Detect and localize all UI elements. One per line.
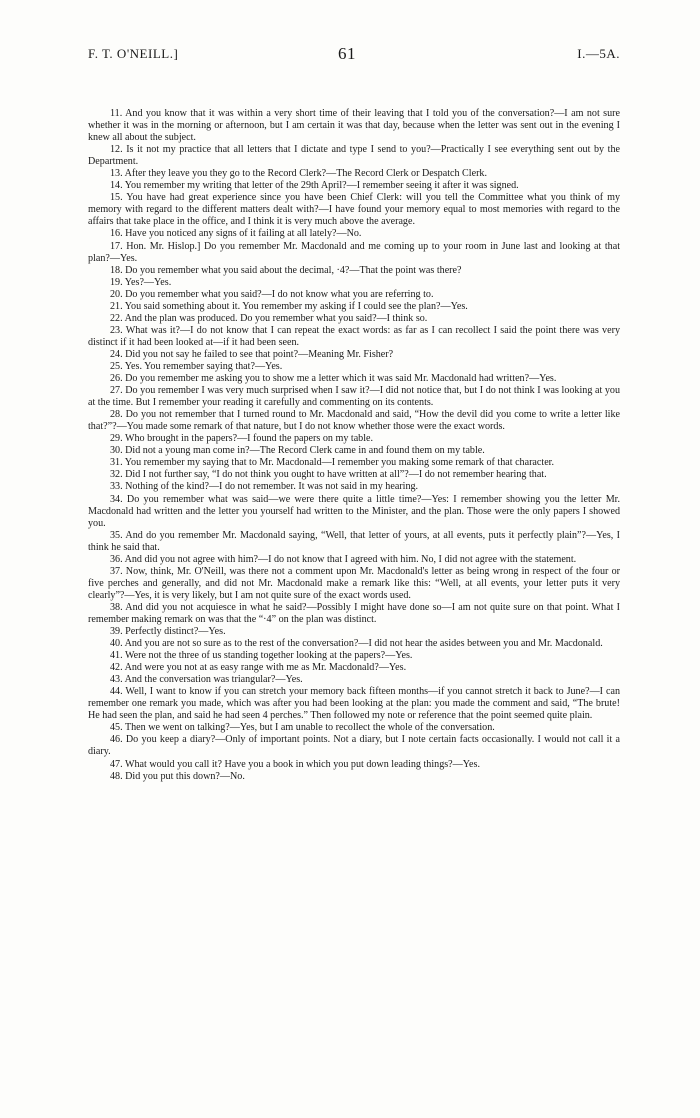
paragraph: 17. Hon. Mr. Hislop.] Do you remember Mr. Macdonald and me coming up to your room in June last and looking at that plan?—Yes. [88,240,620,264]
paragraph: 47. What would you call it? Have you a book in which you put down leading things?—Yes. [110,758,480,770]
paragraph: 35. And do you remember Mr. Macdonald saying, “Well, that letter of yours, at all events, puts it perfectly plain”?—Yes, I think he said that. [88,529,620,553]
page-header [88,44,620,68]
paragraph: 11. And you know that it was within a very short time of their leaving that I told you of the conversation?—I am not sure whether it was in the morning or afternoon, but I am certain it was that day, because when the letter was sent out in the evening I knew all about the subject. [88,108,620,144]
paragraph: 32. Did I not further say, “I do not think you ought to have written at all”?—I do not remember hearing that. [110,469,547,481]
paragraph: 15. You have had great experience since you have been Chief Clerk: will you tell the Committee what you think of my memory with regard to the different matters dealt with?—I have found your memory equal to most memories with regard to the affairs that take place in the office, and I think it is very much above the average. [88,192,620,228]
paragraph: 13. After they leave you they go to the Record Clerk?—The Record Clerk or Despatch Clerk. [110,168,487,180]
paragraph: 31. You remember my saying that to Mr. Macdonald—I remember you making some remark of that character. [110,457,555,469]
paragraph: 22. And the plan was produced. Do you remember what you said?—I think so. [110,312,428,324]
paragraph: 12. Is it not my practice that all letters that I dictate and type I send to you?—Practically I see everything sent out by the Department. [88,144,620,168]
paragraph: 40. And you are not so sure as to the rest of the conversation?—I did not hear the asides between you and Mr. Macdonald. [110,638,603,650]
paragraph: 25. Yes. You remember saying that?—Yes. [110,360,283,372]
paper-reference: I.—5A. [577,46,620,61]
paragraph: 29. Who brought in the papers?—I found the papers on my table. [110,433,374,445]
paragraph: 37. Now, think, Mr. O'Neill, was there not a comment upon Mr. Macdonald's letter as being wrong in respect of the four or five perches and generally, and did not Mr. Macdonald make a remark like this: “Well, at all events, your letter puts it very clearly”?—Yes, it is very likely, but I am not quite sure of the exact words used. [88,565,620,601]
paragraph: 14. You remember my writing that letter of the 29th April?—I remember seeing it after it was signed. [110,180,519,192]
paragraph: 43. And the conversation was triangular?—Yes. [110,674,303,686]
paragraph: 38. And did you not acquiesce in what he said?—Possibly I might have done so—I am not quite sure on that point. What I remember making remark on was that the “·4” on the plan was distinct. [88,601,620,625]
paragraph: 30. Did not a young man come in?—The Record Clerk came in and found them on my table. [110,445,485,457]
paragraph: 21. You said something about it. You remember my asking if I could see the plan?—Yes. [110,300,468,312]
paragraph: 18. Do you remember what you said about the decimal, ·4?—That the point was there? [110,264,462,276]
paragraph: 42. And were you not at as easy range with me as Mr. Macdonald?—Yes. [110,662,407,674]
testimony-body [88,108,620,783]
paragraph: 48. Did you put this down?—No. [110,770,245,782]
paragraph: 41. Were not the three of us standing together looking at the papers?—Yes. [110,650,413,662]
paragraph: 46. Do you keep a diary?—Only of important points. Not a diary, but I note certain facts occasionally. I would not call it a diary. [88,734,620,758]
paragraph: 19. Yes?—Yes. [110,276,172,288]
paragraph: 33. Nothing of the kind?—I do not remember. It was not said in my hearing. [110,481,419,493]
page-number: 61 [338,44,356,63]
paragraph: 27. Do you remember I was very much surprised when I saw it?—I did not notice that, but I do not think I was looking at you at the time. But I remember your reading it carefully and commenting on its contents. [88,385,620,409]
paragraph: 23. What was it?—I do not know that I can repeat the exact words: as far as I can recollect I said the point there was very distinct if it had been looked at—if it had been seen. [88,324,620,348]
paragraph: 24. Did you not say he failed to see that point?—Meaning Mr. Fisher? [110,348,394,360]
paragraph: 36. And did you not agree with him?—I do not know that I agreed with him. No, I did not agree with the statement. [110,553,577,565]
paragraph: 26. Do you remember me asking you to show me a letter which it was said Mr. Macdonald had written?—Yes. [110,373,557,385]
paragraph: 44. Well, I want to know if you can stretch your memory back fifteen months—if you cannot stretch it back to June?—I can remember one remark you made, which was after you had been looking at the plan: you made the comment and said, “The brute! He had seen the plan, and said he had seen 4 perches.” Then followed my note or reference that the point seemed quite plain. [88,686,620,722]
paragraph: 45. Then we went on talking?—Yes, but I am unable to recollect the whole of the conversation. [110,722,495,734]
paragraph: 28. Do you not remember that I turned round to Mr. Macdonald and said, “How the devil did you come to write a letter like that?”?—You made some remark of that nature, but I do not know whether those were the exact words. [88,409,620,433]
paragraph: 34. Do you remember what was said—we were there quite a little time?—Yes: I remember showing you the letter Mr. Macdonald had written and the letter you yourself had written to the Minister, and the plan. Those were the only papers I showed you. [88,493,620,529]
paragraph: 16. Have you noticed any signs of it failing at all lately?—No. [110,228,362,240]
paragraph: 20. Do you remember what you said?—I do not know what you are referring to. [110,288,434,300]
witness-name: F. T. O'NEILL.] [88,46,179,61]
paragraph: 39. Perfectly distinct?—Yes. [110,626,226,638]
